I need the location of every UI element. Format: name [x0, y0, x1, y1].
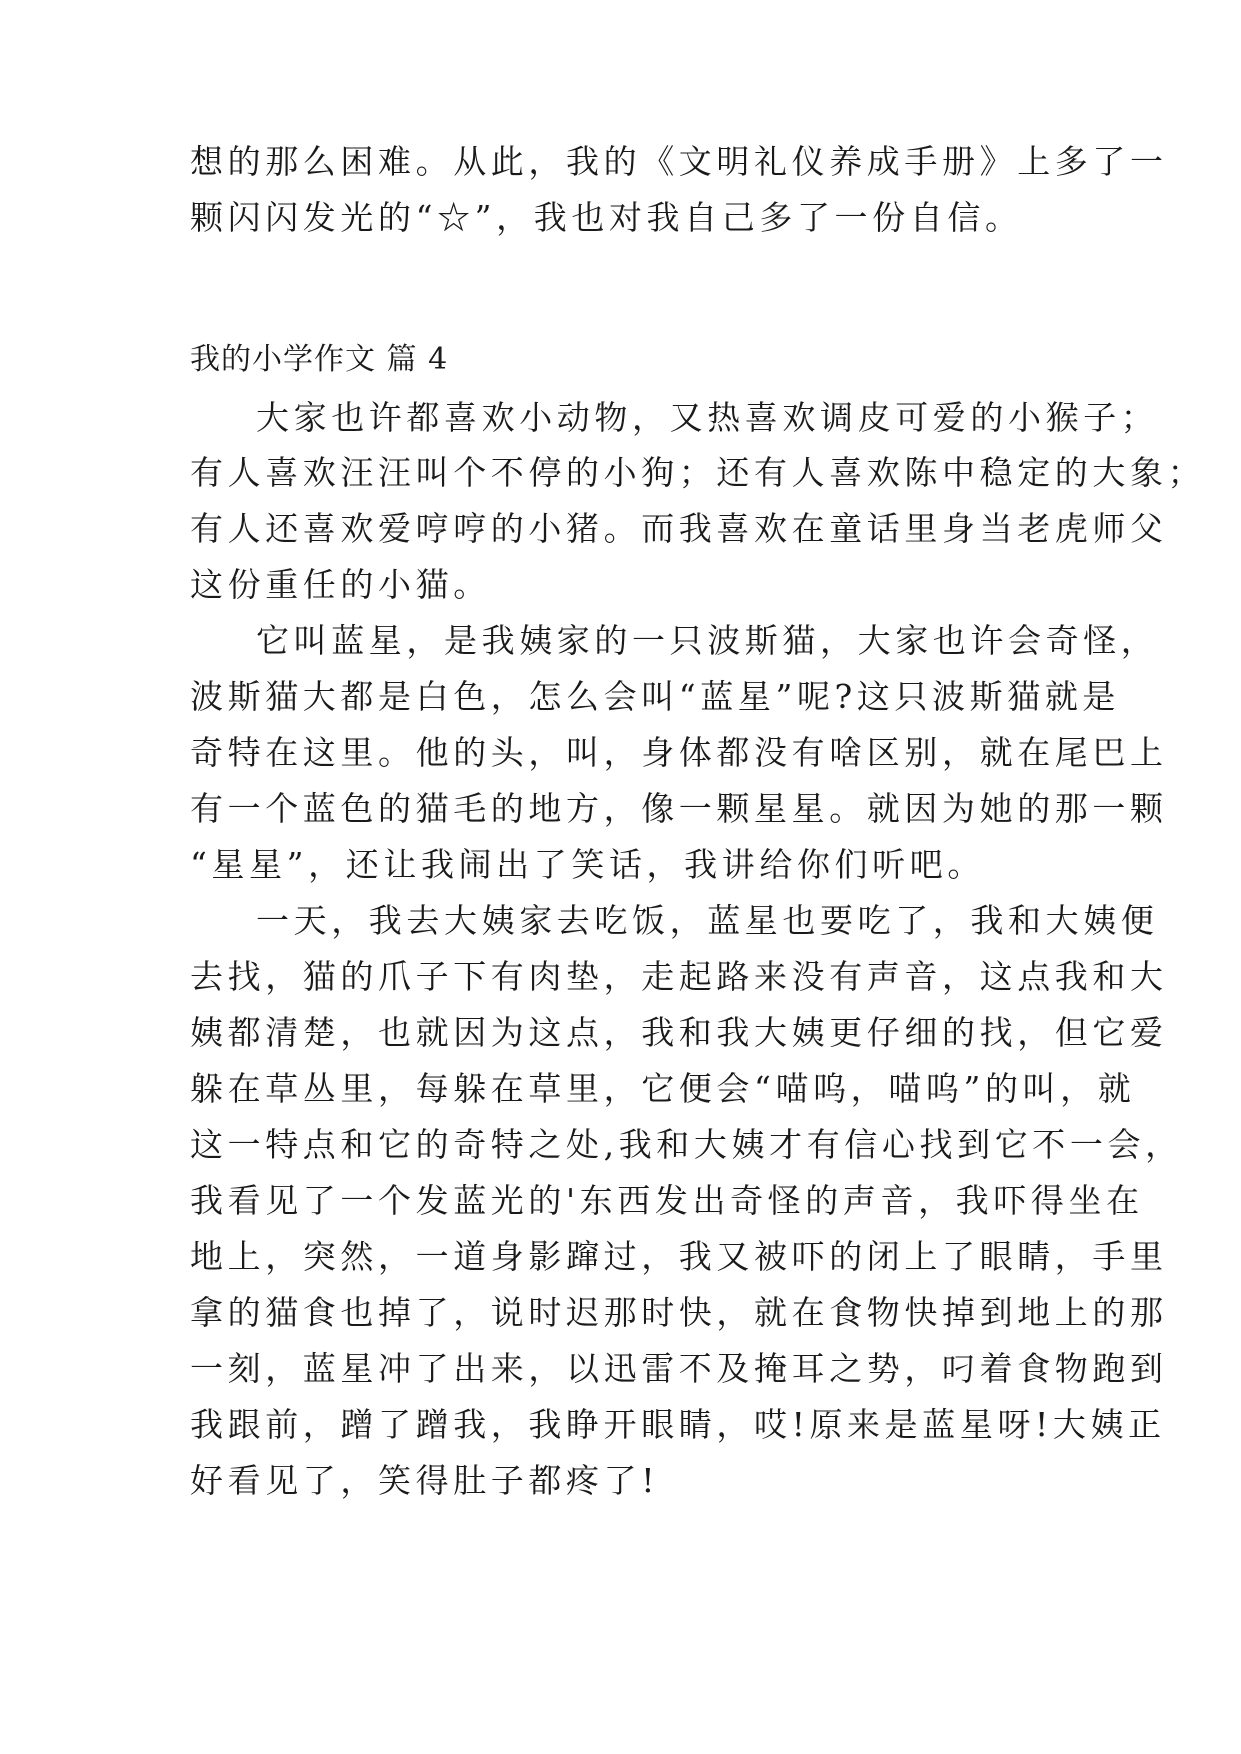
paragraph-line: 我看见了一个发蓝光的'东西发出奇怪的声音，我吓得坐在 — [190, 1181, 1144, 1220]
section-title: 我的小学作文 篇 4 — [190, 342, 449, 377]
paragraph-line: 姨都清楚，也就因为这点，我和我大姨更仔细的找，但它爱 — [190, 1013, 1168, 1052]
text-line: 想的那么困难。从此，我的《文明礼仪养成手册》上多了一 — [190, 142, 1168, 181]
paragraph-line: 有人还喜欢爱哼哼的小猪。而我喜欢在童话里身当老虎师父 — [190, 509, 1168, 548]
paragraph-line: 这份重任的小猫。 — [190, 565, 491, 604]
paragraph-line: 这一特点和它的奇特之处,我和大姨才有信心找到它不一会， — [190, 1125, 1183, 1164]
paragraph-line: 有人喜欢汪汪叫个不停的小狗；还有人喜欢陈中稳定的大象； — [190, 453, 1206, 492]
paragraph-line: 地上，突然，一道身影蹿过，我又被吓的闭上了眼睛，手里 — [190, 1237, 1168, 1276]
paragraph-line: 它叫蓝星，是我姨家的一只波斯猫，大家也许会奇怪， — [256, 621, 1159, 660]
text-line: 颗闪闪发光的“☆”，我也对我自己多了一份自信。 — [190, 198, 1023, 237]
paragraph-line: 拿的猫食也掉了，说时迟那时快，就在食物快掉到地上的那 — [190, 1293, 1168, 1332]
paragraph-line: 一天，我去大姨家去吃饭，蓝星也要吃了，我和大姨便 — [256, 901, 1159, 940]
paragraph-line: 躲在草丛里，每躲在草里，它便会“喵呜，喵呜”的叫，就 — [190, 1069, 1136, 1108]
paragraph-line: 波斯猫大都是白色，怎么会叫“蓝星”呢?这只波斯猫就是 — [190, 677, 1121, 716]
paragraph-line: 好看见了，笑得肚子都疼了! — [190, 1461, 660, 1500]
paragraph-line: 有一个蓝色的猫毛的地方，像一颗星星。就因为她的那一颗 — [190, 789, 1168, 828]
paragraph-line: “星星”，还让我闹出了笑话，我讲给你们听吧。 — [190, 845, 985, 884]
paragraph-line: 我跟前，蹭了蹭我，我睁开眼睛，哎!原来是蓝星呀!大姨正 — [190, 1405, 1166, 1444]
paragraph-line: 奇特在这里。他的头，叫，身体都没有啥区别，就在尾巴上 — [190, 733, 1168, 772]
paragraph-line: 去找，猫的爪子下有肉垫，走起路来没有声音，这点我和大 — [190, 957, 1168, 996]
paragraph-line: 一刻，蓝星冲了出来，以迅雷不及掩耳之势，叼着食物跑到 — [190, 1349, 1168, 1388]
paragraph-line: 大家也许都喜欢小动物，又热喜欢调皮可爱的小猴子； — [256, 398, 1159, 437]
